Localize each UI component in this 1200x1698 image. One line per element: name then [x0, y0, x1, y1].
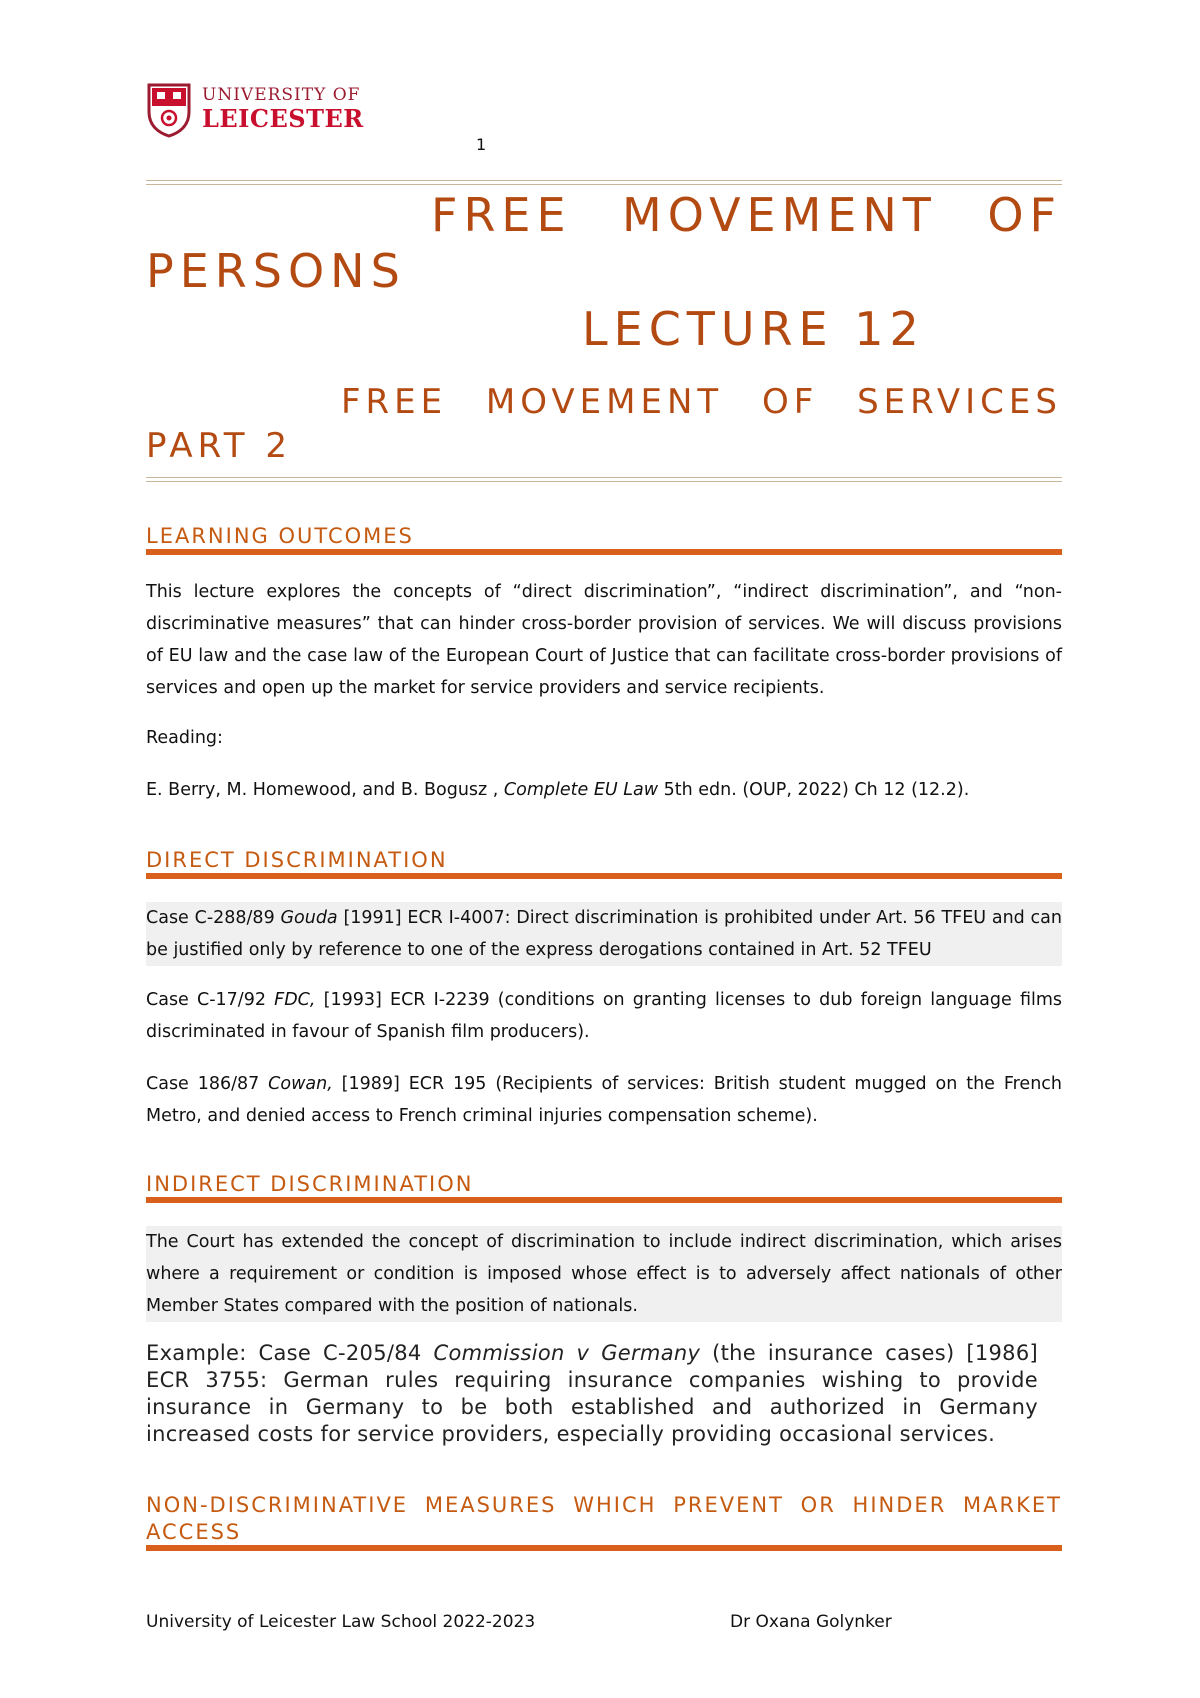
section-rule	[146, 549, 1062, 555]
example-case-number: Example: Case C-205/84	[146, 1341, 434, 1365]
footer-school: University of Leicester Law School 2022-2023	[146, 1612, 536, 1632]
case-number: Case C-17/92	[146, 990, 275, 1010]
learning-outcomes-heading: LEARNING OUTCOMES	[146, 524, 414, 548]
non-discriminative-heading: NON-DISCRIMINATIVE MEASURES WHICH PREVENT OR HINDER MARKET ACCESS	[146, 1493, 1062, 1544]
title-line-1b: PERSONS	[146, 244, 406, 298]
example-description: (the insurance cases) [1986] ECR 3755: German rules requiring insurance companies wishing to provide insurance in Germany to be both established and authorized in Germany increased costs for service providers, especially providing occasional services.	[146, 1341, 1038, 1446]
case-number: Case C-288/89	[146, 908, 281, 928]
section-rule	[146, 1545, 1062, 1551]
shield-icon	[146, 82, 192, 138]
reading-details: 5th edn. (OUP, 2022) Ch 12 (12.2).	[658, 780, 970, 800]
logo-text-line1: UNIVERSITY OF	[202, 85, 361, 105]
reading-authors: E. Berry, M. Homewood, and B. Bogusz ,	[146, 780, 499, 800]
subtitle-line-b: PART 2	[146, 426, 292, 466]
direct-discrimination-heading: DIRECT DISCRIMINATION	[146, 848, 448, 872]
page-number: 1	[476, 135, 487, 154]
indirect-paragraph: The Court has extended the concept of discrimination to include indirect discrimination, which arises where a requirement or condition is imposed whose effect is to adversely affect nationals of other Member States compared with the position of nationals.	[146, 1226, 1062, 1322]
footer-author: Dr Oxana Golynker	[730, 1612, 892, 1632]
indirect-discrimination-heading: INDIRECT DISCRIMINATION	[146, 1172, 474, 1196]
case-gouda	[146, 902, 1062, 966]
indirect-example	[146, 1340, 1038, 1448]
title-top-divider	[146, 180, 1062, 185]
case-description: [1989] ECR 195 (Recipients of services: British student mugged on the French Metro, and denied access to French criminal injuries compensation scheme).	[146, 1074, 1062, 1126]
reading-title: Complete EU Law	[503, 780, 659, 800]
case-cowan	[146, 1068, 1062, 1132]
case-number: Case 186/87	[146, 1074, 269, 1094]
section-rule	[146, 1197, 1062, 1203]
section-rule	[146, 873, 1062, 879]
subtitle-line: FREE MOVEMENT OF SERVICES	[341, 382, 1062, 422]
title-bottom-divider	[146, 477, 1062, 482]
title-line-1: FREE MOVEMENT OF	[431, 188, 1062, 242]
example-case-name: Commission v Germany	[433, 1341, 701, 1365]
case-name: FDC,	[274, 990, 316, 1010]
case-description: [1991] ECR I-4007: Direct discrimination is prohibited under Art. 56 TFEU and can be justified only by reference to one of the express derogations contained in Art. 52 TFEU	[146, 908, 1062, 960]
case-fdc	[146, 984, 1062, 1048]
lecture-number: LECTURE 12	[582, 302, 925, 356]
case-name: Gouda	[280, 908, 338, 928]
reading-citation	[146, 774, 1062, 806]
logo-text-line2: LEICESTER	[202, 104, 364, 133]
university-logo	[146, 82, 386, 142]
learning-outcomes-paragraph: This lecture explores the concepts of “direct discrimination”, “indirect discrimination”, and “non-discriminative measures” that can hinder cross-border provision of services. We will discuss provisions of EU law and the case law of the European Court of Justice that can facilitate cross-border provisions of services and open up the market for service providers and service recipients.	[146, 582, 1062, 698]
case-name: Cowan,	[268, 1074, 333, 1094]
case-description: [1993] ECR I-2239 (conditions on granting licenses to dub foreign language films discriminated in favour of Spanish film producers).	[146, 990, 1062, 1042]
reading-label: Reading:	[146, 728, 223, 748]
